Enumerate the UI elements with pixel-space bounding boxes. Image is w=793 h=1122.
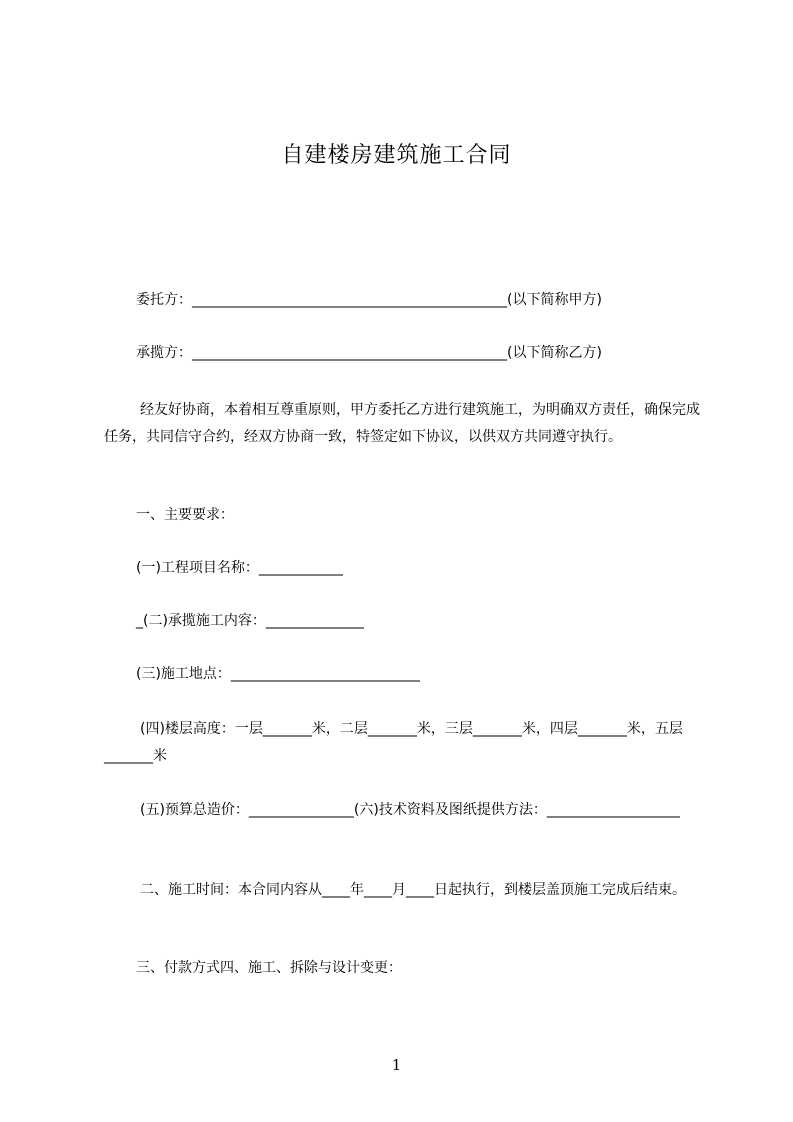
document-title: 自建楼房建筑施工合同 <box>281 143 512 168</box>
intro-paragraph: 经友好协商，本着相互尊重原则，甲方委托乙方进行建筑施工，为明确双方责任，确保完成任务，共同信守合约，经双方协商一致，特签定如下协议，以供双方共同遵守执行。 <box>104 402 700 445</box>
section-3-heading: 三、付款方式四、施工、拆除与设计变更： <box>136 960 402 976</box>
section-2-construction-time: 二、施工时间：本合同内容从____年____月____日起执行，到楼层盖顶施工完成后结束。 <box>140 882 686 898</box>
item-project-name: (一)工程项目名称：____________ <box>136 560 343 576</box>
party-b-line: 承揽方：_____________________________________________(以下简称乙方) <box>136 345 602 361</box>
item-construction-site: (三)施工地点：___________________________ <box>136 666 420 682</box>
section-1-heading: 一、主要要求： <box>136 507 234 523</box>
page-number: 1 <box>391 1056 402 1074</box>
item-construction-content: _(二)承揽施工内容：______________ <box>136 613 364 629</box>
party-a-line: 委托方：_____________________________________________(以下简称甲方) <box>136 292 602 308</box>
item-floor-heights: (四)楼层高度：一层_______米，二层_______米，三层_______米，四层_______米，五层_______米 <box>104 721 683 764</box>
item-budget-and-drawings: (五)预算总造价：_______________(六)技术资料及图纸提供方法：___________________ <box>140 802 680 818</box>
